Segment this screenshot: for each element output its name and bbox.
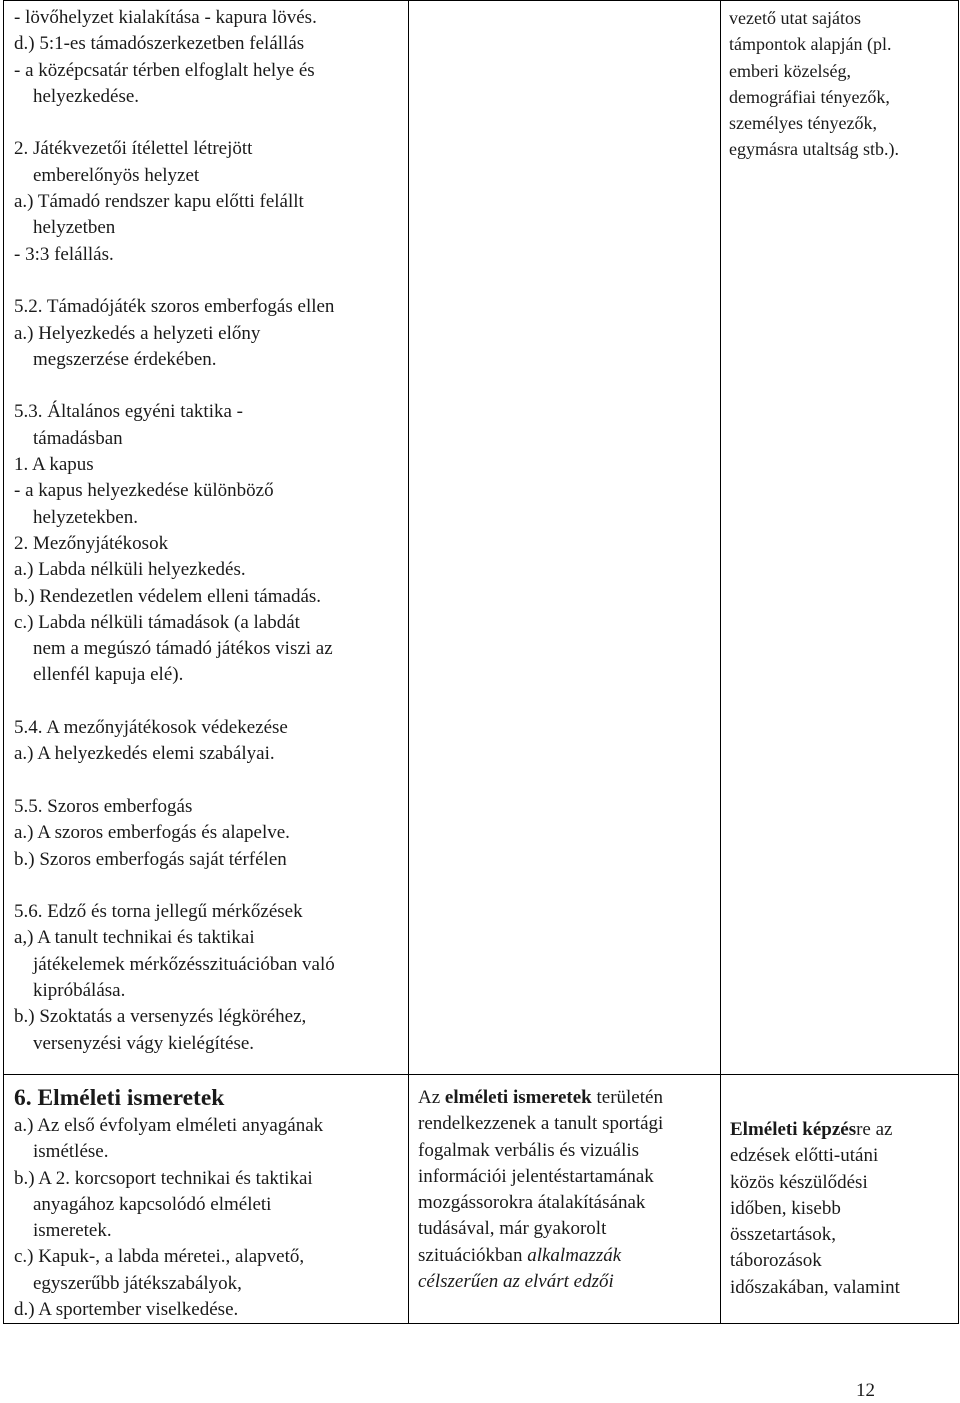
requirements-cell (409, 1075, 721, 1324)
requirements-content (409, 1075, 720, 1295)
text-line: tudásával, már gyakorolt (418, 1218, 607, 1240)
text-line: 1. A kapus (14, 454, 94, 476)
text-line: személyes tényezők, (729, 113, 877, 134)
curriculum-table (3, 0, 959, 1324)
text-line: egymásra utaltság stb.). (729, 139, 899, 160)
text-line: - a kapus helyezkedése különböző (14, 480, 274, 502)
methods-content (721, 1075, 958, 1301)
text-line: emberelőnyös helyzet (33, 164, 200, 186)
text-line: ismétlése. (33, 1141, 109, 1163)
bold-term: Elméleti képzés (730, 1119, 857, 1140)
text-run: Az (418, 1087, 445, 1108)
theory-content (4, 1075, 408, 1323)
text-line: közös készülődési (730, 1171, 868, 1193)
tactics-content (4, 1, 408, 1057)
text-line: - a középcsatár térben elfoglalt helye és (14, 59, 315, 81)
blank-line (14, 373, 400, 399)
text-line: helyezkedése. (33, 85, 140, 107)
blank-line (14, 768, 400, 794)
text-line: - 3:3 felállás. (14, 243, 114, 265)
text-run: területén (591, 1087, 663, 1108)
text-line: a.) Helyezkedés a helyzeti előny (14, 322, 261, 344)
text-line: ellenfél kapuja elé). (33, 664, 184, 686)
methods-content (721, 1, 958, 163)
italic-term: alkalmazzák (527, 1244, 622, 1266)
text-line: c.) Labda nélküli támadások (a labdát (14, 611, 300, 633)
text-line (418, 1243, 712, 1269)
text-line: anyagához kapcsolódó elméleti (33, 1193, 272, 1215)
blank-line (14, 110, 400, 136)
text-line: vezető utat sajátos (729, 8, 861, 28)
text-line: a.) Támadó rendszer kapu előtti felállt (14, 191, 304, 213)
text-line: ismeretek. (33, 1220, 112, 1242)
text-line: a.) Labda nélküli helyezkedés. (14, 559, 246, 581)
text-line: d.) A sportember viselkedése. (14, 1299, 239, 1321)
text-line (730, 1117, 950, 1143)
blank-line (14, 689, 400, 715)
table-row (4, 1075, 959, 1324)
text-line: b.) Szoktatás a versenyzés légköréhez, (14, 1006, 307, 1028)
text-line: 2. Mezőnyjátékosok (14, 532, 169, 554)
text-line: támadásban (33, 427, 123, 449)
text-line: mozgássorokra átalakításának (418, 1192, 646, 1214)
text-line: helyzetben (33, 217, 116, 239)
text-line: a.) A szoros emberfogás és alapelve. (14, 822, 290, 844)
text-line: megszerzése érdekében. (33, 348, 217, 370)
text-line: 5.4. A mezőnyjátékosok védekezése (14, 717, 288, 739)
section-heading: 6. Elméleti ismeretek (14, 1085, 225, 1111)
blank-line (14, 268, 400, 294)
text-line: versenyzési vágy kielégítése. (33, 1032, 255, 1054)
methods-cell (721, 1075, 959, 1324)
text-line: c.) Kapuk-, a labda méretei., alapvető, (14, 1246, 305, 1268)
text-line: időben, kisebb (730, 1197, 841, 1219)
text-line: a,) A tanult technikai és taktikai (14, 927, 255, 949)
text-line: egyszerűbb játékszabályok, (33, 1272, 242, 1294)
text-line: edzések előtti-utáni (730, 1145, 879, 1167)
text-line: demográfiai tényezők, (729, 86, 890, 107)
text-line: a.) A helyezkedés elemi szabályai. (14, 743, 275, 765)
text-line: 2. Játékvezetői ítélettel létrejött (14, 138, 253, 160)
text-line: 5.5. Szoros emberfogás (14, 795, 193, 817)
content-cell (4, 1, 409, 1075)
text-line: b.) Szoros emberfogás saját térfélen (14, 848, 287, 870)
text-line: 5.3. Általános egyéni taktika - (14, 401, 243, 423)
theory-list (14, 1113, 400, 1323)
text-line: emberi közelség, (729, 60, 851, 81)
text-line: 5.2. Támadójáték szoros emberfogás ellen (14, 296, 335, 318)
bold-term: elméleti ismeretek (444, 1087, 592, 1108)
text-line: - lövőhelyzet kialakítása - kapura lövés. (14, 7, 317, 28)
italic-term: célszerűen az elvárt edzői (418, 1271, 614, 1293)
text-line: táborozások (730, 1250, 822, 1272)
requirements-cell (409, 1, 721, 1075)
text-run: szituációkban (418, 1244, 528, 1266)
text-line: fogalmak verbális és vizuális (418, 1139, 640, 1161)
text-line: b.) A 2. korcsoport technikai és taktikai (14, 1167, 313, 1189)
text-line: játékelemek mérkőzésszituációban való (33, 953, 335, 975)
text-line: nem a megúszó támadó játékos viszi az (33, 638, 333, 660)
blank-line (14, 873, 400, 899)
text-line: d.) 5:1-es támadószerkezetben felállás (14, 33, 305, 55)
text-line (418, 1269, 712, 1295)
text-line: 5.6. Edző és torna jellegű mérkőzések (14, 901, 303, 923)
text-line: helyzetekben. (33, 506, 138, 528)
text-line: összetartások, (730, 1224, 837, 1246)
text-line: információi jelentéstartamának (418, 1165, 654, 1187)
text-line: kipróbálása. (33, 979, 126, 1001)
text-line (418, 1085, 712, 1111)
text-line: rendelkezzenek a tanult sportági (418, 1113, 664, 1135)
page-number: 12 (856, 1380, 875, 1401)
text-line: b.) Rendezetlen védelem elleni támadás. (14, 585, 322, 607)
content-cell (4, 1075, 409, 1324)
text-line: a.) Az első évfolyam elméleti anyagának (14, 1115, 324, 1136)
text-line: támpontok alapján (pl. (729, 34, 892, 55)
text-line: időszakában, valamint (730, 1276, 900, 1298)
text-run: re az (856, 1119, 893, 1140)
table-row (4, 1, 959, 1075)
methods-cell (721, 1, 959, 1075)
